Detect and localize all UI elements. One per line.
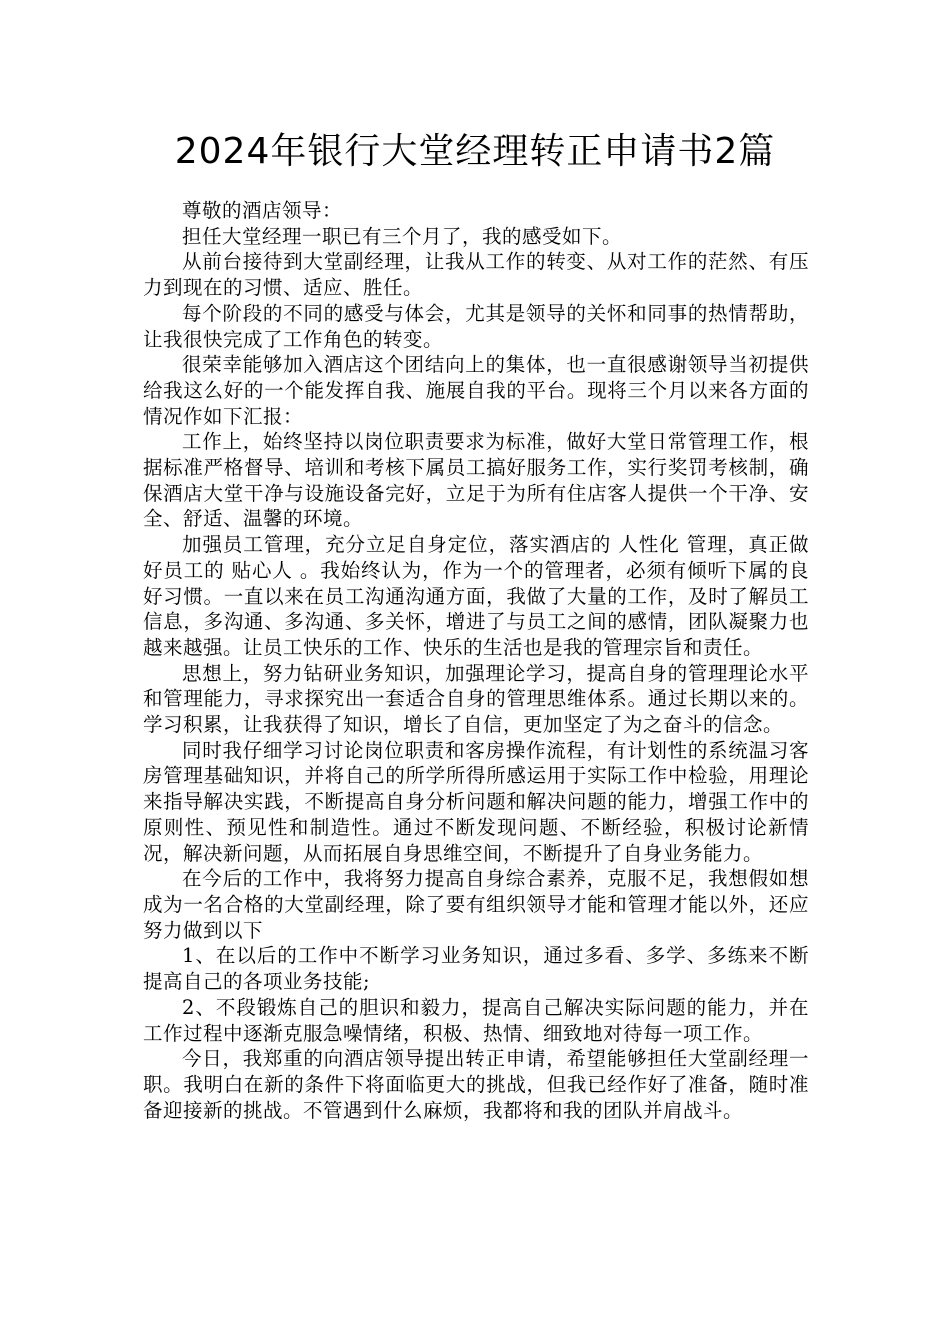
paragraph: 工作上，始终坚持以岗位职责要求为标准，做好大堂日常管理工作，根据标准严格督导、培训和考核下属员工搞好服务工作，实行奖罚考核制，确保酒店大堂干净与设施设备完好，立足于为所有住店客人提供一个干净、安全、舒适、温馨的环境。 bbox=[143, 430, 809, 531]
paragraph: 加强员工管理，充分立足自身定位，落实酒店的 人性化 管理，真正做好员工的 贴心人 。我始终认为，作为一个的管理者，必须有倾听下属的良好习惯。一直以来在员工沟通沟通方面，我做了大量的工作，及时了解员工信息，多沟通、多沟通、多关怀，增进了与员工之间的感情，团队凝聚力也越来越强。让员工快乐的工作、快乐的生活也是我的管理宗旨和责任。 bbox=[143, 533, 809, 659]
paragraph: 从前台接待到大堂副经理，让我从工作的转变、从对工作的茫然、有压力到现在的习惯、适应、胜任。 bbox=[143, 250, 809, 300]
list-item: 1、在以后的工作中不断学习业务知识，通过多看、多学、多练来不断提高自己的各项业务技能; bbox=[143, 944, 809, 994]
document-body bbox=[143, 198, 809, 1123]
paragraph: 每个阶段的不同的感受与体会，尤其是领导的关怀和同事的热情帮助，让我很快完成了工作角色的转变。 bbox=[143, 301, 809, 351]
list-item: 2、不段锻炼自己的胆识和毅力，提高自己解决实际问题的能力，并在工作过程中逐渐克服急噪情绪，积极、热情、细致地对待每一项工作。 bbox=[143, 995, 809, 1045]
paragraph: 在今后的工作中，我将努力提高自身综合素养，克服不足，我想假如想成为一名合格的大堂副经理，除了要有组织领导才能和管理才能以外，还应努力做到以下 bbox=[143, 867, 809, 942]
salutation: 尊敬的酒店领导： bbox=[182, 199, 343, 222]
document-title: 2024年银行大堂经理转正申请书2篇 bbox=[174, 131, 776, 172]
paragraph: 担任大堂经理一职已有三个月了，我的感受如下。 bbox=[182, 224, 623, 248]
paragraph: 同时我仔细学习讨论岗位职责和客房操作流程，有计划性的系统温习客房管理基础知识，并将自己的所学所得所感运用于实际工作中检验，用理论来指导解决实践，不断提高自身分析问题和解决问题的能力，增强工作中的原则性、预见性和制造性。通过不断发现问题、不断经验，积极讨论新情况，解决新问题，从而拓展自身思维空间，不断提升了自身业务能力。 bbox=[143, 738, 809, 865]
paragraph: 很荣幸能够加入酒店这个团结向上的集体，也一直很感谢领导当初提供给我这么好的一个能发挥自我、施展自我的平台。现将三个月以来各方面的情况作如下汇报： bbox=[143, 353, 809, 428]
paragraph: 思想上，努力钻研业务知识，加强理论学习，提高自身的管理理论水平和管理能力，寻求探究出一套适合自身的管理思维体系。通过长期以来的。学习积累，让我获得了知识，增长了自信，更加坚定了为之奋斗的信念。 bbox=[143, 661, 809, 737]
closing-paragraph: 今日，我郑重的向酒店领导提出转正申请，希望能够担任大堂副经理一职。我明白在新的条件下将面临更大的挑战，但我已经作好了准备，随时准备迎接新的挑战。不管遇到什么麻烦，我都将和我的团队并肩战斗。 bbox=[143, 1047, 809, 1122]
